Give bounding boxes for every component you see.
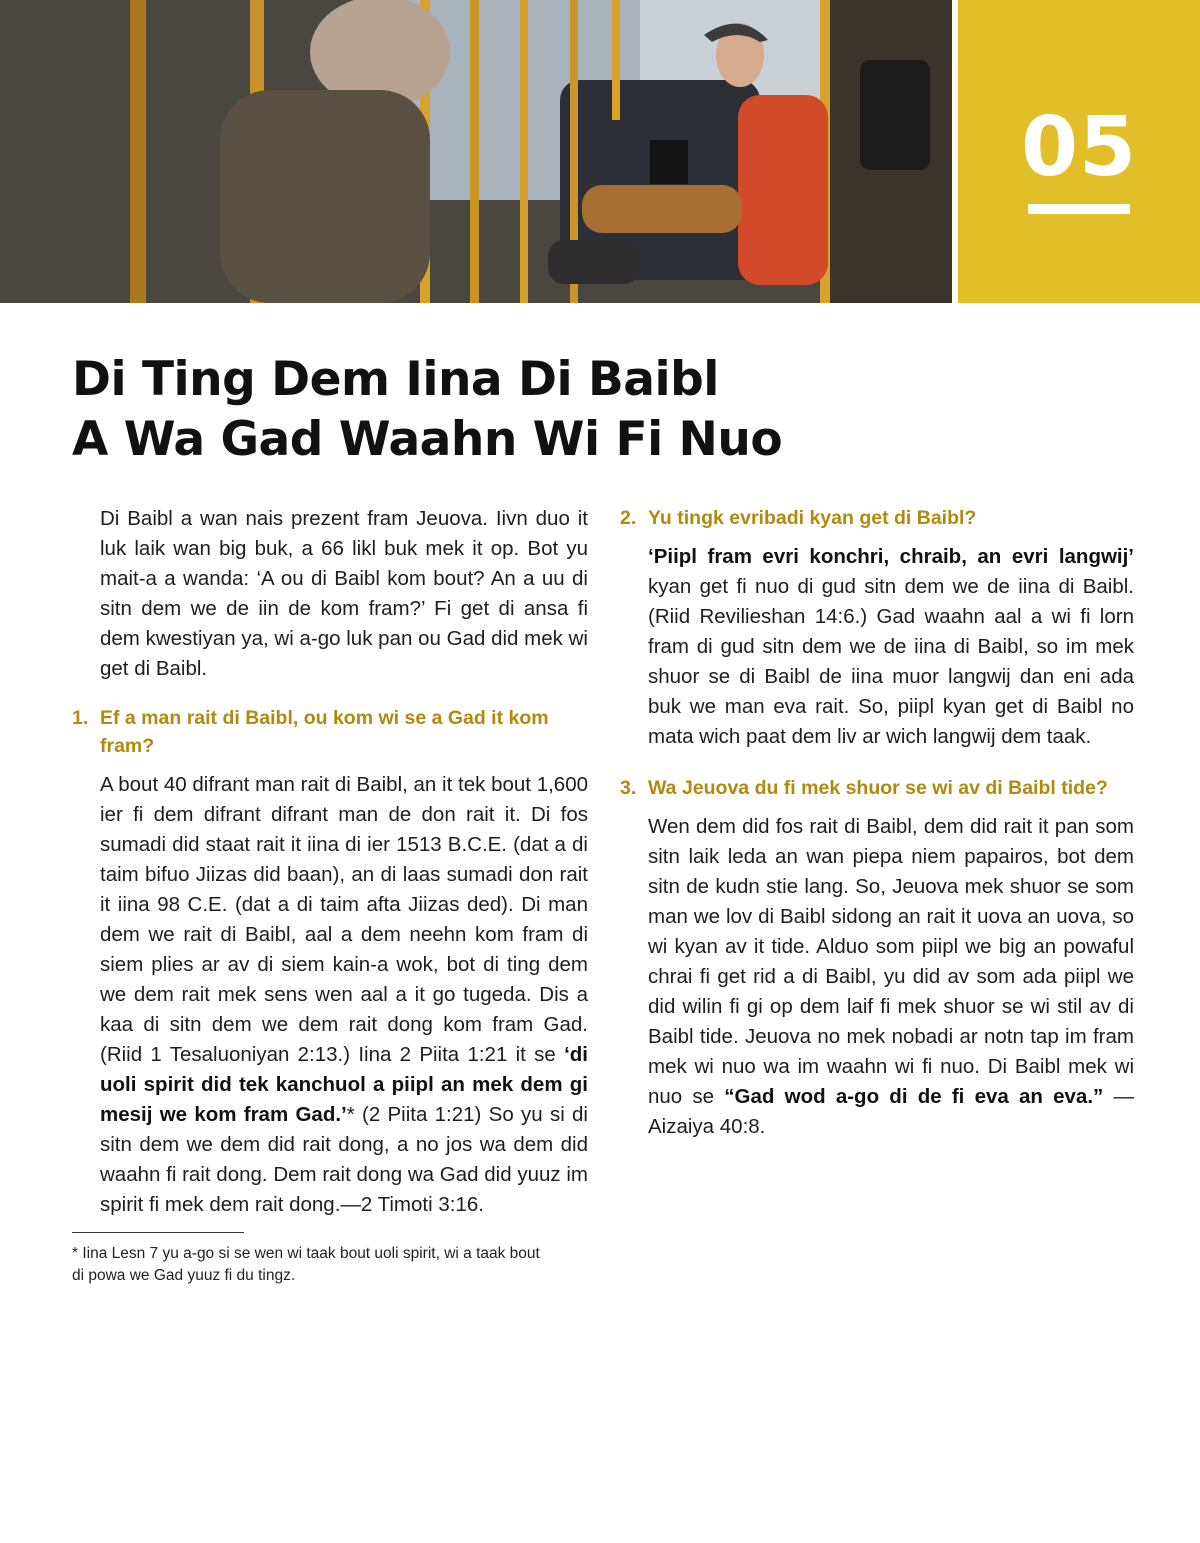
footnote-divider [72,1232,244,1233]
answer-text: * (2 Piita 1:21) So yu si di sitn dem we dem did rait dong, a no jos wa dem did waahn fi rait dong. Dem rait dong wa Gad did yuuz im spirit fi mek dem rait dong.—2 Timoti 3:16. [100,1103,588,1216]
title-line-2: A Wa Gad Waahn Wi Fi Nuo [72,412,783,467]
hero-photo [0,0,952,303]
lesson-number-panel [958,0,1200,303]
answer-1-paragraph [72,770,588,1220]
answer-text: kyan get fi nuo di gud sitn dem we de iina di Baibl. (Riid Revilieshan 14:6.) Gad waahn aal a wi fi lorn fram di gud sitn dem we de iina di Baibl, so im mek shuor se di Baibl de iina muor langwij dan eni ada buk we man eva rait. So, piipl kyan get di Baibl no mata wich paat dem liv ar wich langwij dem taak. [648,575,1134,748]
question-2-heading [620,504,1134,532]
question-number: 2. [620,507,637,529]
right-column [620,504,1134,1142]
question-text: Yu tingk evribadi kyan get di Baibl? [648,507,977,529]
question-1-heading [72,704,588,760]
bold-scripture-quote: ‘di uoli spirit did tek kanchuol a piipl an mek dem gi mesij we kom fram Gad.’ [100,1043,589,1126]
left-column [72,504,588,1287]
question-number: 3. [620,777,637,799]
answer-2-paragraph [620,542,1134,752]
answer-text: —Aizaiya 40:8. [648,1085,1135,1138]
answer-text: Wen dem did fos rait di Baibl, dem did rait it pan som sitn laik leda an wan piepa niem papairos, bot dem sitn de kudn stie lang. So, Jeuova mek shuor se som man we lov di Baibl sidong an rait it uova an uova, so wi kyan av it tide. Alduo som piipl we big an powaful chrai fi get rid a di Baibl, yu did av som ada piipl we did wilin fi gi op dem laif fi mek shuor se wi stil av di Baibl tide. Jeuova no mek nobadi ar notn tap im fram mek wi nuo wa im waahn wi fi nuo. Di Baibl mek wi nuo se [648,815,1134,1108]
question-text: Wa Jeuova du fi mek shuor se wi av di Baibl tide? [648,777,1108,799]
question-text: Ef a man rait di Baibl, ou kom wi se a Gad it kom fram? [100,707,549,757]
question-number: 1. [72,707,89,729]
answer-text: A bout 40 difrant man rait di Baibl, an it tek bout 1,600 ier fi dem difrant difrant man de don rait it. Di fos sumadi did staat rait it iina di ier 1513 B.C.E. (dat a di taim bifuo Jiizas did baan), an di laas sumadi don rait it iina 98 C.E. (dat a di taim afta Jiizas ded). Di man dem we rait di Baibl, aal a dem neehn kom fram di siem plies ar av di siem kain-a wok, bot di ting dem we dem rait mek sens wen aal a it go tugeda. Dis a kaa di sitn dem we dem rait dong kom fram Gad. (Riid 1 Tesaluoniyan 2:13.) Iina 2 Piita 1:21 it se [100,773,588,1066]
intro-paragraph: Di Baibl a wan nais prezent fram Jeuova. Iivn duo it luk laik wan big buk, a 66 likl buk mek it op. Bot yu mait-a a wanda: ‘A ou di Baibl kom bout? An a uu di sitn dem we de iin de kom fram?’ Fi get di ansa fi dem kwestiyan ya, wi a-go luk pan ou Gad did mek wi get di Baibl. [100,507,588,680]
bus-scene-illustration [0,0,952,303]
lesson-number: 05 [1020,100,1138,195]
lesson-number-rule [1028,204,1130,214]
bold-scripture-quote: “Gad wod a-go di de fi eva an eva.” [724,1085,1104,1108]
bold-scripture-quote: ‘Piipl fram evri konchri, chraib, an evri langwij’ [648,545,1134,568]
answer-3-paragraph [620,812,1134,1142]
question-3-heading [620,774,1134,802]
page-title [72,350,872,470]
footnote: * Iina Lesn 7 yu a-go si se wen wi taak bout uoli spirit, wi a taak bout di powa we Gad yuuz fi du tingz. [72,1245,540,1284]
title-line-1: Di Ting Dem Iina Di Baibl [72,352,719,407]
